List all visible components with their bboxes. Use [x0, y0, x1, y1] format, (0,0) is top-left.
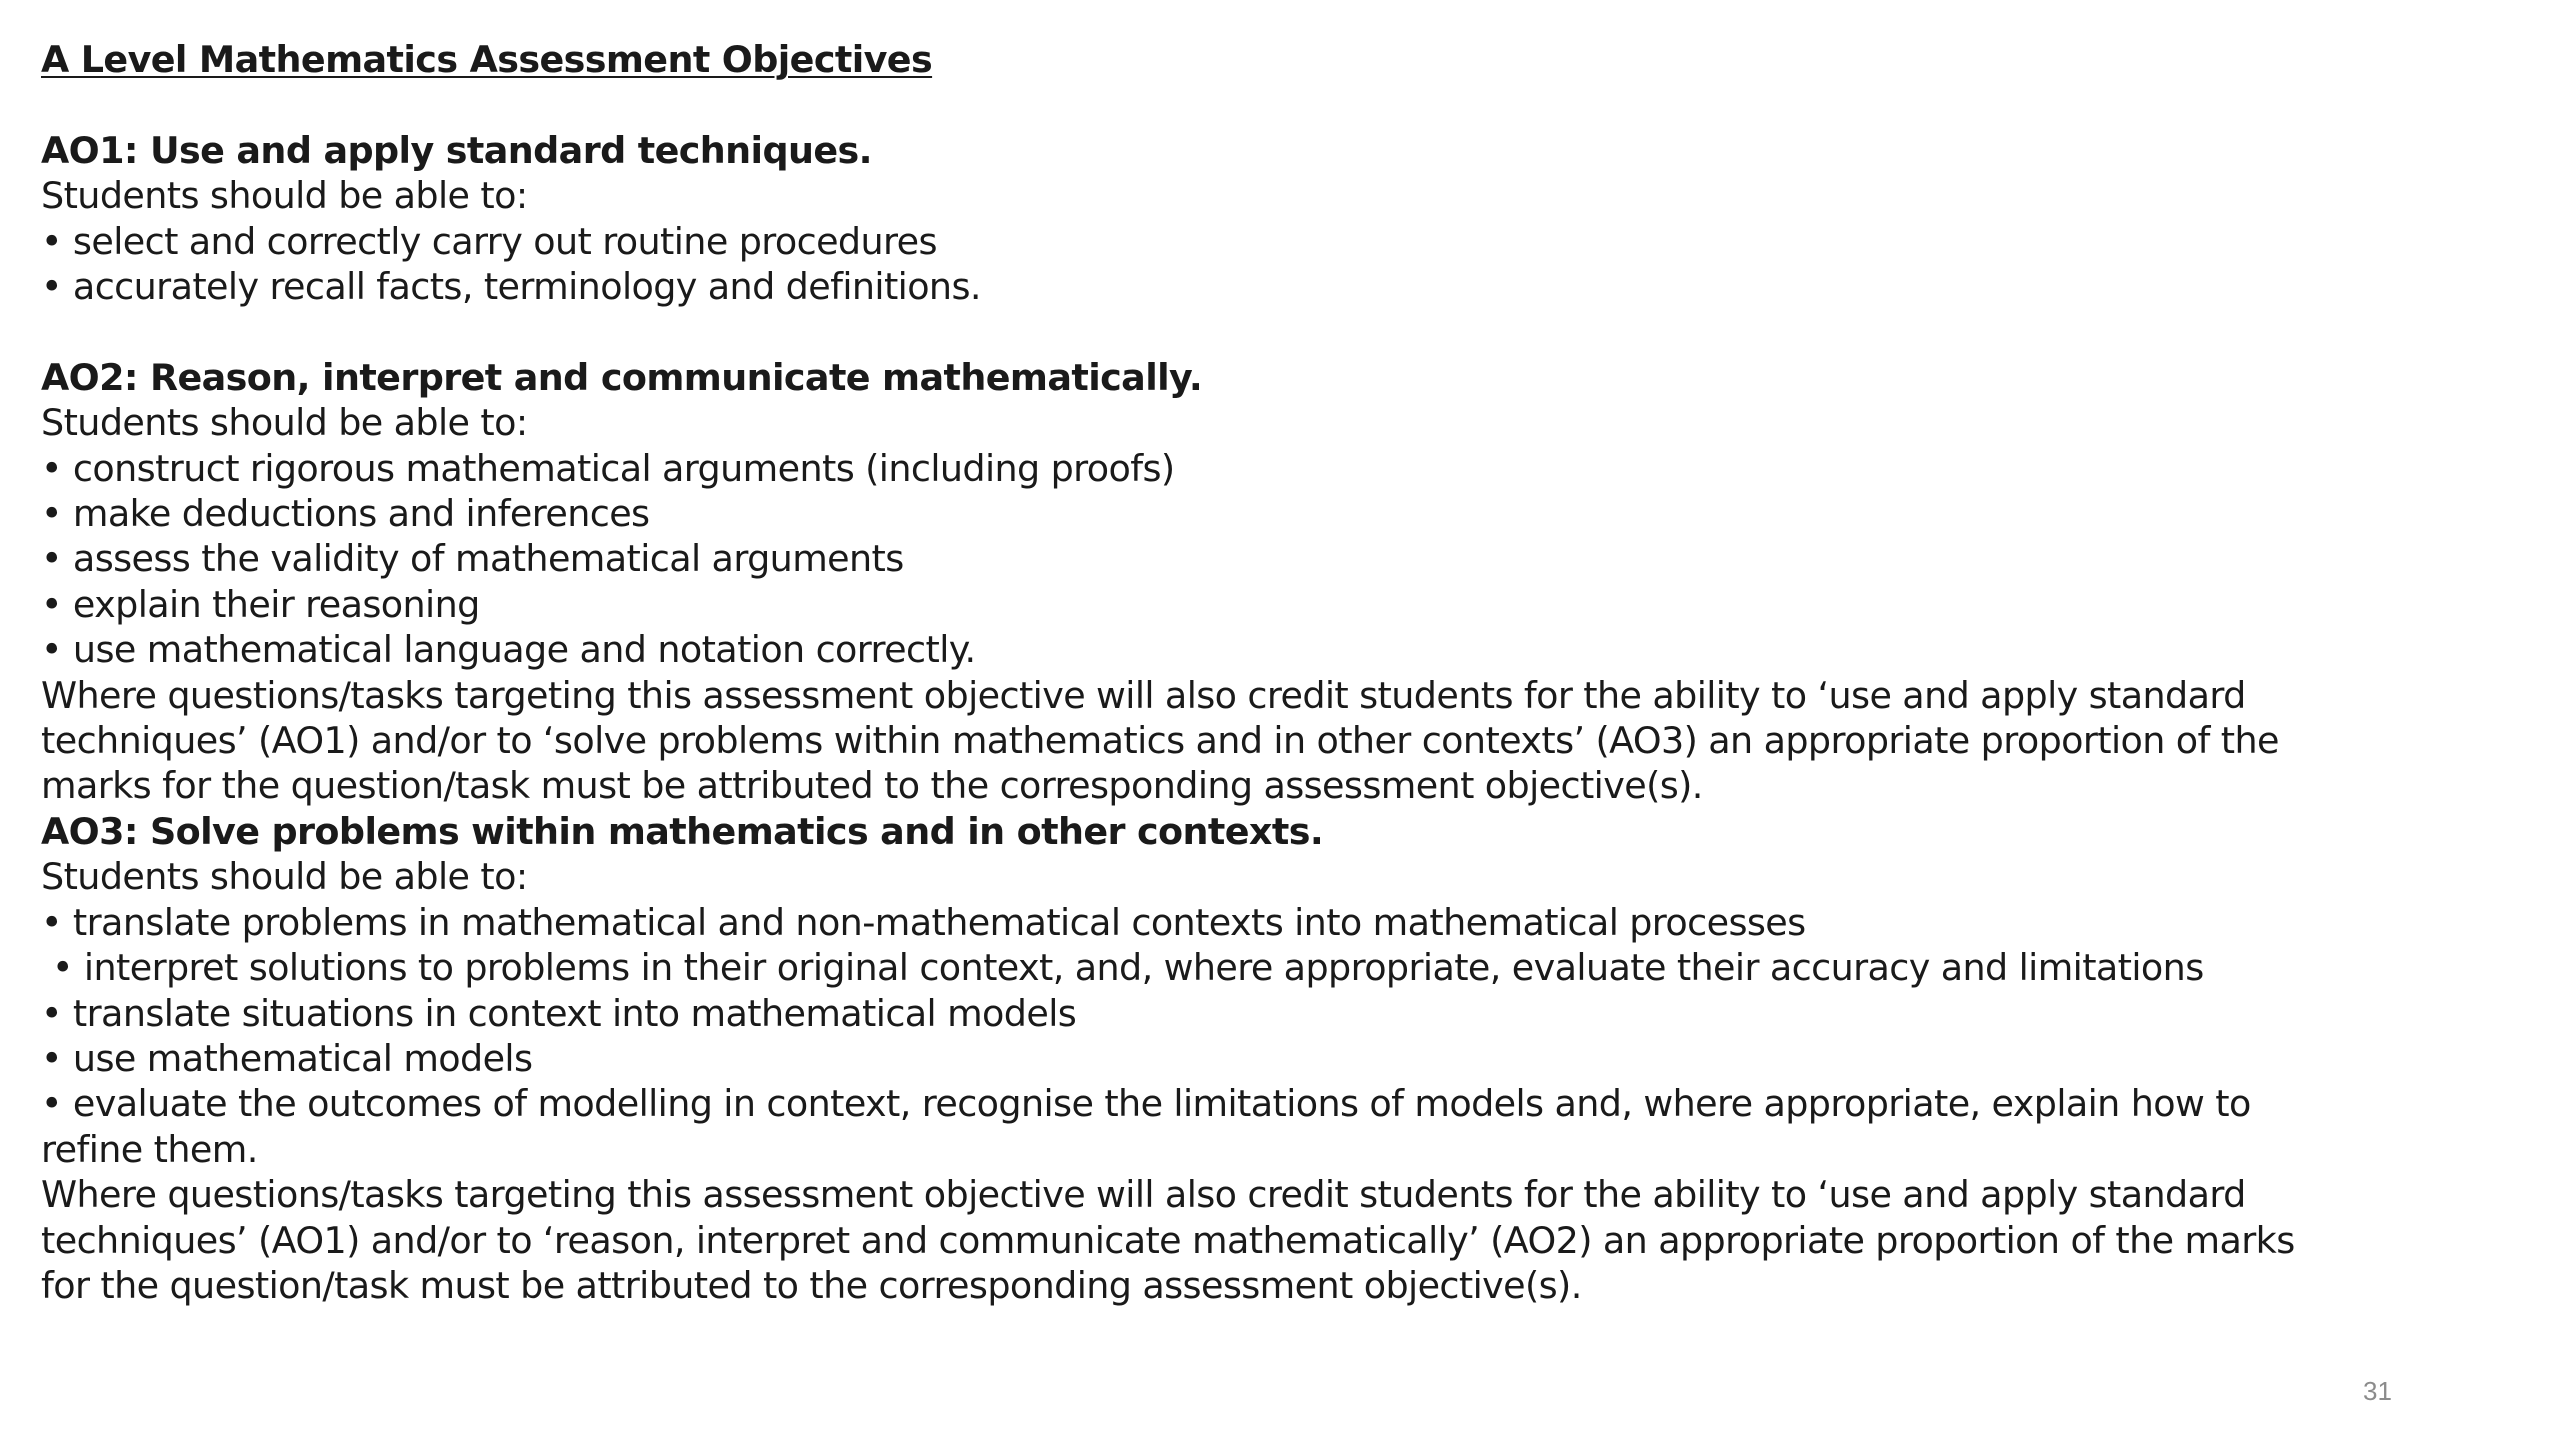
- ao2-note: Where questions/tasks targeting this assessment objective will also credit students for the ability to ‘use and apply standard: [41, 673, 2246, 717]
- page-number: 31: [2363, 1376, 2392, 1406]
- ao2-note: techniques’ (AO1) and/or to ‘solve problems within mathematics and in other contexts’ (AO3) an appropriate proportion of the: [41, 719, 2279, 763]
- ao3-note: techniques’ (AO1) and/or to ‘reason, interpret and communicate mathematically’ (AO2) an appropriate proportion of the marks: [41, 1218, 2295, 1262]
- ao3-heading: AO3: Solve problems within mathematics and in other contexts.: [41, 809, 1324, 853]
- ao3-note: Where questions/tasks targeting this assessment objective will also credit students for the ability to ‘use and apply standard: [41, 1173, 2246, 1217]
- ao3-intro: Students should be able to:: [41, 855, 528, 899]
- ao2-bullet: • assess the validity of mathematical arguments: [41, 537, 904, 581]
- ao1-bullet: • select and correctly carry out routine procedures: [41, 219, 937, 263]
- ao3-bullet-continuation: refine them.: [41, 1127, 258, 1171]
- spacer: [41, 82, 2441, 127]
- page-title: A Level Mathematics Assessment Objectives: [41, 38, 933, 81]
- ao3-note: for the question/task must be attributed to the corresponding assessment objective(s).: [41, 1263, 1582, 1307]
- ao2-heading: AO2: Reason, interpret and communicate mathematically.: [41, 355, 1203, 399]
- ao3-bullet: • evaluate the outcomes of modelling in context, recognise the limitations of models and, where appropriate, explain how to: [41, 1082, 2251, 1126]
- ao2-intro: Students should be able to:: [41, 401, 528, 445]
- ao2-note: marks for the question/task must be attributed to the corresponding assessment objective(s).: [41, 764, 1703, 808]
- ao2-bullet: • use mathematical language and notation correctly.: [41, 628, 976, 672]
- ao1-heading: AO1: Use and apply standard techniques.: [41, 128, 872, 172]
- ao3-bullet: • translate problems in mathematical and non-mathematical contexts into mathematical processes: [41, 900, 1806, 944]
- slide-content: [41, 37, 2441, 1308]
- ao1-bullet: • accurately recall facts, terminology and definitions.: [41, 265, 981, 309]
- ao2-bullet: • construct rigorous mathematical arguments (including proofs): [41, 446, 1175, 490]
- ao3-bullet: • translate situations in context into mathematical models: [41, 991, 1077, 1035]
- ao3-bullet: • interpret solutions to problems in their original context, and, where appropriate, evaluate their accuracy and limitations: [41, 946, 2204, 990]
- ao2-bullet: • make deductions and inferences: [41, 492, 650, 536]
- ao2-bullet: • explain their reasoning: [41, 582, 480, 626]
- ao1-intro: Students should be able to:: [41, 174, 528, 218]
- spacer: [41, 309, 2441, 354]
- ao3-bullet: • use mathematical models: [41, 1036, 533, 1080]
